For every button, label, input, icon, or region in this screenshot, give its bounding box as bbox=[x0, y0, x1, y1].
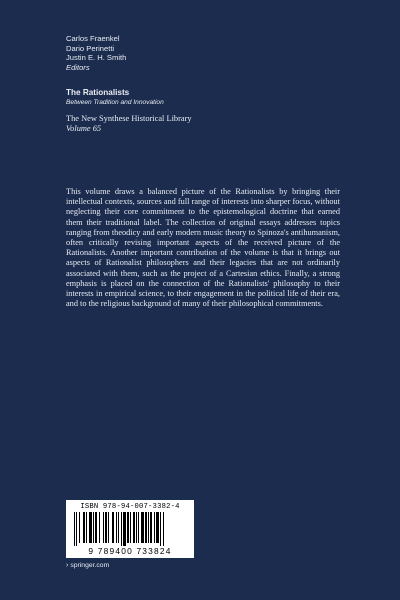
editor-name: Justin E. H. Smith bbox=[66, 53, 127, 63]
barcode-bar bbox=[79, 512, 80, 543]
isbn-barcode bbox=[66, 500, 194, 558]
series-block bbox=[66, 114, 192, 134]
editors-block bbox=[66, 34, 126, 72]
chevron-right-icon: › bbox=[66, 562, 69, 569]
barcode-bar bbox=[160, 512, 161, 546]
barcode-bar bbox=[83, 512, 85, 543]
barcode-bar bbox=[95, 512, 97, 543]
barcode-bar bbox=[118, 512, 119, 543]
editors-role: Editors bbox=[66, 62, 90, 72]
barcode-bar bbox=[99, 512, 100, 543]
barcode-bar bbox=[156, 512, 159, 543]
website-url: springer.com bbox=[70, 562, 110, 569]
book-title: The Rationalists bbox=[66, 88, 130, 97]
barcode-bar bbox=[130, 512, 131, 543]
series-name: The New Synthese Historical Library bbox=[66, 114, 192, 123]
barcode-bars bbox=[72, 512, 188, 546]
barcode-number: 9 789400 733824 bbox=[88, 546, 172, 556]
barcode-bar bbox=[105, 512, 107, 543]
barcode-bar bbox=[145, 512, 147, 543]
barcode-bar bbox=[123, 512, 126, 546]
barcode-bar bbox=[133, 512, 135, 543]
editor-name: Carlos Fraenkel bbox=[66, 34, 120, 43]
barcode-bar bbox=[103, 512, 104, 543]
barcode-bar bbox=[74, 512, 75, 546]
barcode-bar bbox=[127, 512, 129, 543]
barcode-bar bbox=[121, 512, 122, 546]
isbn-label: ISBN 978-94-007-3382-4 bbox=[80, 503, 180, 511]
publisher-website[interactable] bbox=[66, 562, 109, 569]
barcode-bar bbox=[150, 512, 152, 543]
barcode-bar bbox=[154, 512, 155, 543]
barcode-bar bbox=[93, 512, 94, 543]
editor-name: Dario Perinetti bbox=[66, 43, 115, 53]
barcode-bar bbox=[136, 512, 137, 543]
barcode-bar bbox=[76, 512, 77, 546]
barcode-bar bbox=[163, 512, 164, 546]
title-block bbox=[66, 88, 164, 107]
series-volume: Volume 65 bbox=[66, 124, 102, 133]
barcode-bar bbox=[112, 512, 114, 543]
barcode-bar bbox=[116, 512, 117, 543]
barcode-bar bbox=[89, 512, 92, 543]
barcode-bar bbox=[86, 512, 87, 543]
barcode-bar bbox=[141, 512, 144, 543]
book-description: This volume draws a balanced picture of the Rationalists by bringing their intellectual contexts, sources and full range of interests into sharper focus, without neglecting their core commitment to the epistemological doctrine that earned them their traditional label. The collection of original essays addresses topics ranging from theodicy and early modern music theory to Spinoza's antihumanism, often critically revising important aspects of the received picture of the Rationalists. Another important contribution of the volume is that it brings out aspects of Rationalist philosophers and their legacies that are not ordinarily associated with them, such as the project of a Cartesian ethics. Finally, a strong emphasis is placed on the connection of the Rationalists' philosophy to their interests in empirical science, to their engagement in the political life of their era, and to the religious background of many of their philosophical commitments. bbox=[66, 187, 340, 309]
barcode-bar bbox=[138, 512, 139, 543]
book-subtitle: Between Tradition and Innovation bbox=[66, 99, 164, 106]
barcode-bar bbox=[148, 512, 149, 543]
barcode-bar bbox=[108, 512, 109, 543]
